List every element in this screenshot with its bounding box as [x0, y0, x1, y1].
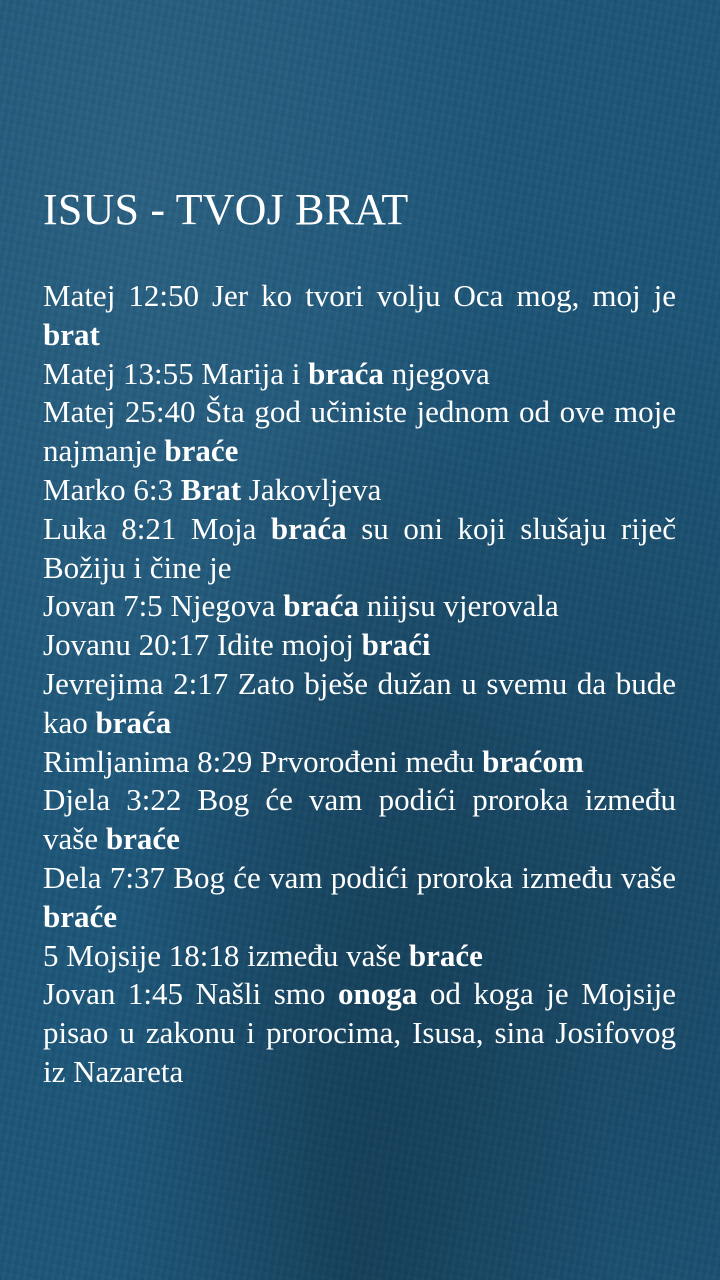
verse-text: između vaše [239, 937, 409, 973]
verse-reference: 5 Mojsije 18:18 [43, 937, 240, 973]
verse-keyword: braća [95, 704, 172, 740]
verse-reference: Jovan 7:5 [43, 588, 163, 624]
verse-reference: Djela 3:22 [43, 782, 182, 818]
verse-text: Moja [176, 510, 271, 546]
verse-item [43, 626, 676, 665]
verse-text: Prvorođeni među [252, 743, 483, 779]
verse-reference: Luka 8:21 [43, 510, 177, 546]
verse-text: Marija i [193, 355, 309, 391]
verse-reference: Matej 25:40 [43, 394, 196, 430]
verse-text: Šta god učiniste jednom od ove moje najmanje [43, 394, 677, 469]
verse-item [43, 277, 676, 355]
verse-item [43, 859, 676, 937]
verse-reference: Dela 7:37 [43, 859, 165, 895]
verse-item [43, 743, 676, 782]
verse-text: Jer ko tvori volju Oca mog, moj je [198, 278, 676, 313]
page-title: ISUS - TVOJ BRAT [43, 185, 409, 234]
verse-item [43, 355, 676, 394]
verse-keyword: brat [43, 316, 100, 352]
verse-reference: Matej 12:50 [43, 278, 199, 313]
verse-text: Bog će vam podići proroka između vaše [164, 859, 676, 895]
verse-keyword: braća [283, 588, 359, 624]
verse-text: Njegova [162, 588, 284, 624]
verse-item [43, 587, 676, 626]
verse-keyword: Brat [180, 471, 242, 507]
verse-keyword: braće [164, 433, 239, 469]
verse-reference: Jovan 1:45 [43, 976, 184, 1012]
verse-text: Zato bješe dužan u svemu da bude kao [43, 665, 676, 740]
verse-list [43, 277, 676, 1092]
verse-text: niijsu vjerovala [358, 588, 559, 624]
verse-keyword: braćom [482, 743, 584, 779]
verse-keyword: braća [270, 510, 347, 546]
verse-reference: Jevrejima 2:17 [43, 665, 229, 701]
verse-text: njegova [383, 355, 490, 391]
verse-item [43, 471, 676, 510]
verse-item [43, 510, 676, 588]
verse-text: od koga je Mojsije pisao u zakonu i prorocima, Isusa, sina Josifovog iz Nazareta [43, 976, 677, 1089]
verse-item [43, 665, 676, 743]
verse-text: Jakovljeva [241, 471, 382, 507]
verse-keyword: braće [105, 821, 180, 857]
verse-reference: Matej 13:55 [43, 355, 194, 391]
verse-reference: Jovanu 20:17 [43, 627, 210, 663]
verse-item [43, 781, 676, 859]
verse-text: Idite mojoj [209, 627, 362, 663]
verse-keyword: braće [43, 898, 118, 934]
verse-item [43, 975, 676, 1091]
verse-text: Bog će vam podići proroka između vaše [43, 782, 677, 857]
verse-keyword: braća [308, 355, 384, 391]
verse-reference: Rimljanima 8:29 [43, 743, 253, 779]
verse-item [43, 937, 676, 976]
verse-keyword: onoga [337, 976, 418, 1012]
verse-text: Našli smo [183, 976, 338, 1012]
verse-text [173, 472, 181, 507]
verse-text: su oni koji slušaju riječ Božiju i čine je [43, 510, 676, 585]
verse-keyword: braći [361, 627, 431, 663]
verse-keyword: braće [408, 937, 483, 973]
verse-item [43, 393, 676, 471]
verse-reference: Marko 6:3 [43, 471, 174, 507]
